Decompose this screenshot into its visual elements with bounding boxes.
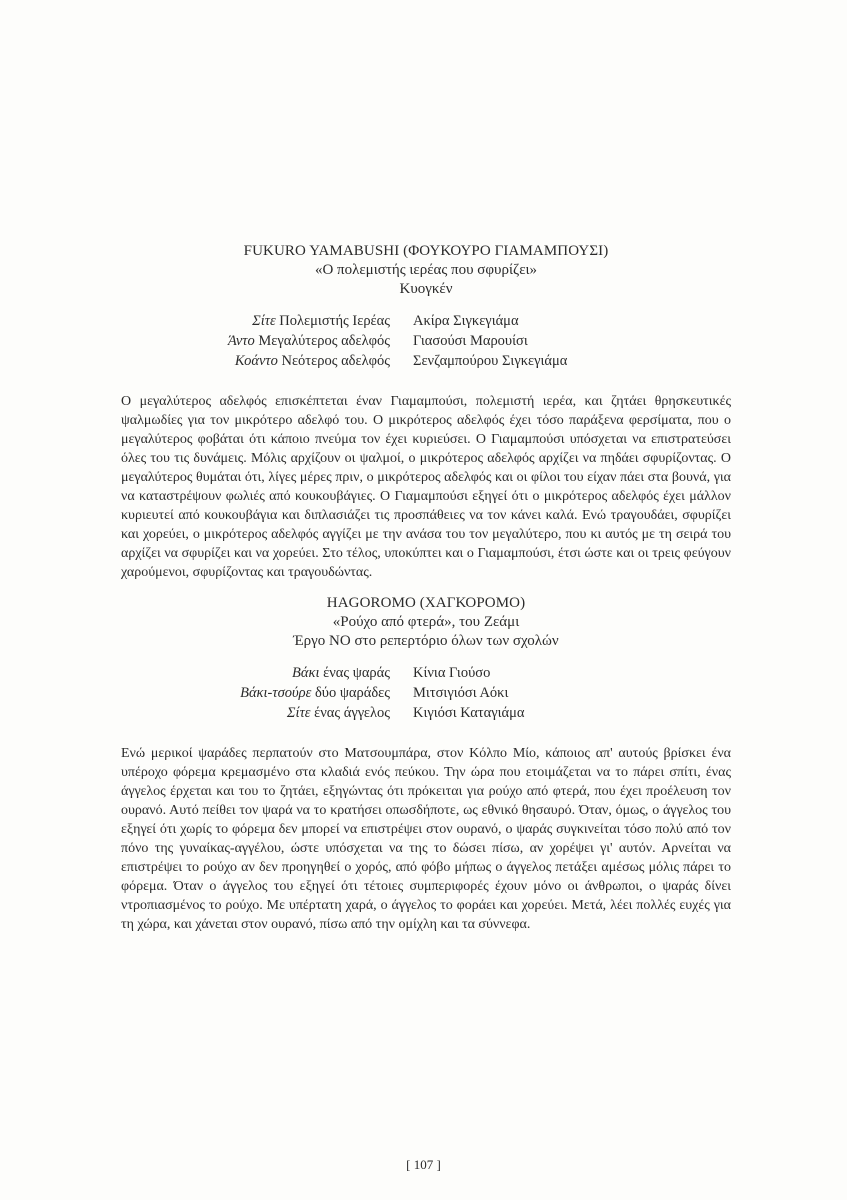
role-description: δύο ψαράδες bbox=[314, 685, 390, 701]
role-description: Πολεμιστής Ιερέας bbox=[279, 313, 390, 329]
play-subtitle: «Ρούχο από φτερά», του Ζεάμι bbox=[332, 614, 520, 630]
cast-role bbox=[121, 663, 413, 683]
play-summary: Ενώ μερικοί ψαράδες περπατούν στο Ματσουμπάρα, στον Κόλπο Μίο, κάποιος απ' αυτούς βρίσκει ένα υπέροχο φόρεμα κρεμασμένο στα κλαδιά ενός πεύκου. Την ώρα που ετοιμάζεται να το πάρει σπίτι, ένας άγγελος έρχεται και του το ζητάει, εξηγώντας ότι πρόκειται για ρούχο από φτερά, που έχει προέλευση τον ουρανό. Αυτό πείθει τον ψαρά να το κρατήσει οπωσδήποτε, ως εθνικό θησαυρό. Όταν, όμως, ο άγγελος του εξηγεί ότι χωρίς το φόρεμα δεν μπορεί να επιστρέψει στον ουρανό, ο ψαράς συγκινείται τόσο πολύ από τον πόνο της γυναίκας-αγγέλου, ώστε υπόσχεται να της το δώσει πίσω, αν χορέψει γι' αυτόν. Αρνείται να επιστρέψει το ρούχο αν δεν προηγηθεί ο χορός, από φόβο μήπως ο άγγελος πετάξει αμέσως μόλις πάρει το φόρεμα. Όταν ο άγγελος του εξηγεί ότι τέτοιες συμπεριφορές έχουν μόνο οι άνθρωποι, ο ψαράς δίνει ντροπιασμένος το ρούχο. Με υπέρτατη χαρά, ο άγγελος το φοράει και χορεύει. Μετά, λέει πολλές ευχές για τη χώρα, και χάνεται στον ουρανό, πίσω από την ομίχλη και τα σύννεφα. bbox=[121, 746, 731, 932]
play-section-fukuro-yamabushi bbox=[121, 242, 731, 582]
cast-list bbox=[121, 663, 731, 723]
actor-name: Μιτσιγιόσι Αόκι bbox=[413, 685, 509, 701]
cast-row bbox=[121, 663, 731, 683]
actor-name: Ακίρα Σιγκεγιάμα bbox=[413, 313, 519, 329]
cast-role bbox=[121, 703, 413, 723]
role-description: Νεότερος αδελφός bbox=[281, 353, 390, 369]
role-name: Άντο bbox=[227, 333, 255, 349]
play-title: FUKURO YAMABUSHI (ΦΟΥΚΟΥΡΟ ΓΙΑΜΑΜΠΟΥΣΙ) bbox=[243, 243, 609, 259]
play-section-hagoromo bbox=[121, 594, 731, 934]
cast-row bbox=[121, 331, 731, 351]
cast-role bbox=[121, 683, 413, 703]
cast-row bbox=[121, 703, 731, 723]
play-subtitle: «Ο πολεμιστής ιερέας που σφυρίζει» bbox=[314, 262, 538, 278]
role-name: Σίτε bbox=[286, 705, 311, 721]
role-name: Κοάντο bbox=[234, 353, 278, 369]
play-genre: Κυογκέν bbox=[399, 281, 453, 297]
cast-role bbox=[121, 351, 413, 371]
cast-role bbox=[121, 331, 413, 351]
cast-row bbox=[121, 351, 731, 371]
actor-name: Γιασούσι Μαρουίσι bbox=[413, 333, 528, 349]
cast-row bbox=[121, 311, 731, 331]
actor-name: Σενζαμπούρου Σιγκεγιάμα bbox=[413, 353, 568, 369]
page-number: [ 107 ] bbox=[406, 1157, 441, 1172]
role-name: Βάκι bbox=[292, 665, 320, 681]
role-description: ένας ψαράς bbox=[323, 665, 390, 681]
play-summary: Ο μεγαλύτερος αδελφός επισκέπτεται έναν Γιαμαμπούσι, πολεμιστή ιερέα, και ζητάει θρησκευτικές ψαλμωδίες για τον μικρότερο αδελφό του. Ο μικρότερος αδελφός έχει τόσο παράξενα φερσίματα, που ο μεγαλύτερος φοβάται ότι κάποιο πνεύμα τον έχει κυριεύσει. Ο Γιαμαμπούσι υπόσχεται να επιστρατεύσει όλες του τις δυνάμεις. Μόλις αρχίζουν οι ψαλμοί, ο μικρότερος αδελφός αρχίζει να πηδάει σφυρίζοντας. Ο μεγαλύτερος θυμάται ότι, λίγες μέρες πριν, ο μικρότερος αδελφός και οι φίλοι του είχαν πάει στα βουνά, για να καταστρέψουν φωλιές από κουκουβάγιες. Ο Γιαμαμπούσι εξηγεί ότι ο μικρότερος αδελφός έχει μάλλον κυριευτεί από κουκουβάγια και διπλασιάζει τις προσπάθειες να τον κάνει καλά. Ενώ τραγουδάει, σφυρίζει και χορεύει, ο μικρότερος αδελφός αγγίζει με την ανάσα του τον μεγαλύτερο, που κι αυτός με τη σειρά του αρχίζει να σφυρίζει και να χορεύει. Στο τέλος, υποκύπτει και ο Γιαμαμπούσι, έτσι ώστε και οι τρεις φεύγουν χαρούμενοι, σφυρίζοντας και τραγουδώντας. bbox=[121, 394, 731, 580]
play-genre: Έργο ΝΟ στο ρεπερτόριο όλων των σχολών bbox=[293, 633, 559, 649]
cast-list bbox=[121, 311, 731, 371]
role-description: ένας άγγελος bbox=[314, 705, 390, 721]
role-name: Σίτε bbox=[252, 313, 276, 329]
play-title: HAGOROMO (ΧΑΓΚΟΡΟΜΟ) bbox=[326, 595, 526, 611]
actor-name: Κίνια Γιούσο bbox=[413, 665, 491, 681]
cast-row bbox=[121, 683, 731, 703]
actor-name: Κιγιόσι Καταγιάμα bbox=[413, 705, 525, 721]
role-name: Βάκι-τσούρε bbox=[240, 685, 312, 701]
role-description: Μεγαλύτερος αδελφός bbox=[258, 333, 390, 349]
cast-role bbox=[121, 311, 413, 331]
